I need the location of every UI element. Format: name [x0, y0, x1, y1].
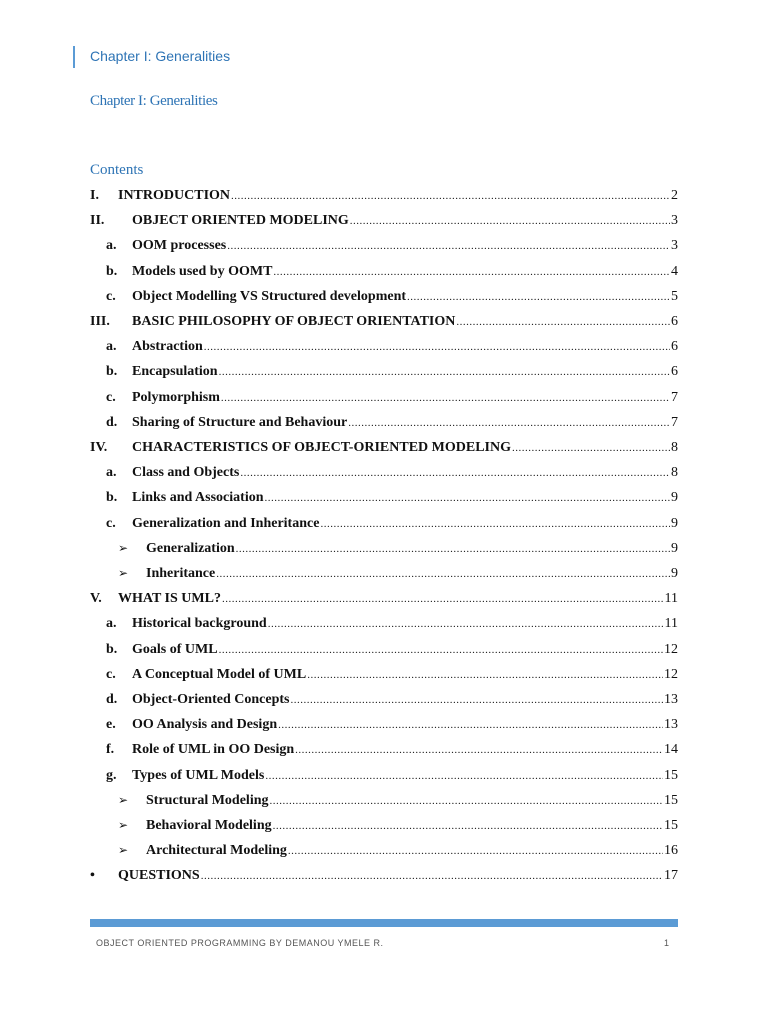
toc-entry[interactable]	[0, 738, 768, 763]
toc-entry-label: Generalization and Inheritance	[132, 515, 320, 531]
toc-entry-label: Goals of UML	[132, 641, 218, 657]
toc-dot-leader	[290, 694, 663, 706]
toc-dot-leader	[204, 341, 670, 353]
toc-dot-leader	[268, 618, 664, 630]
toc-entry-label: Architectural Modeling	[146, 843, 287, 859]
toc-entry[interactable]	[0, 612, 768, 637]
toc-entry-page: 13	[664, 692, 678, 707]
toc-entry-page: 6	[671, 364, 678, 380]
contents-heading: Contents	[90, 162, 144, 178]
toc-entry-number: II.	[90, 213, 105, 229]
toc-entry-page: 8	[671, 465, 678, 481]
toc-entry-number: b.	[106, 641, 118, 657]
toc-entry[interactable]	[0, 260, 768, 285]
toc-entry-number: d.	[106, 414, 118, 430]
toc-entry-label: Polymorphism	[132, 389, 220, 405]
toc-entry-page: 15	[664, 818, 678, 833]
toc-entry-number: ➢	[118, 843, 129, 858]
toc-entry-page: 9	[671, 566, 678, 581]
toc-entry-page: 8	[671, 440, 678, 455]
toc-entry[interactable]	[0, 184, 768, 209]
toc-entry[interactable]	[0, 461, 768, 486]
footer-text: OBJECT ORIENTED PROGRAMMING BY DEMANOU YMELE R.	[96, 938, 384, 948]
toc-dot-leader	[240, 467, 670, 479]
toc-entry-label: CHARACTERISTICS OF OBJECT-ORIENTED MODELING	[132, 440, 511, 455]
toc-entry-label: Inheritance	[146, 566, 216, 581]
toc-dot-leader	[265, 770, 663, 782]
toc-entry-page: 16	[664, 843, 678, 859]
toc-entry-label: Object Modelling VS Structured development	[132, 288, 407, 304]
toc-dot-leader	[231, 190, 670, 202]
toc-entry[interactable]	[0, 864, 768, 889]
toc-entry[interactable]	[0, 713, 768, 738]
toc-entry-number: e.	[106, 717, 116, 733]
toc-entry-page: 5	[671, 288, 678, 304]
toc-dot-leader	[265, 492, 671, 504]
toc-entry[interactable]	[0, 764, 768, 789]
toc-entry-number: b.	[106, 364, 118, 380]
toc-entry-number: V.	[90, 591, 102, 607]
toc-entry[interactable]	[0, 789, 768, 814]
page-title: Chapter I: Generalities	[90, 93, 218, 109]
toc-entry[interactable]	[0, 814, 768, 839]
toc-entry-label: QUESTIONS	[118, 868, 200, 884]
toc-entry-label: Behavioral Modeling	[146, 818, 272, 833]
toc-entry-page: 15	[664, 767, 678, 783]
toc-dot-leader	[307, 669, 663, 681]
toc-entry-page: 13	[664, 717, 678, 733]
toc-entry-label: Structural Modeling	[146, 792, 269, 808]
toc-entry-label: WHAT IS UML?	[118, 591, 221, 607]
toc-entry-page: 15	[664, 792, 678, 808]
toc-entry-page: 12	[664, 666, 678, 682]
toc-entry-number: f.	[106, 742, 115, 758]
toc-entry-page: 4	[671, 263, 678, 279]
toc-entry-number: ➢	[118, 566, 129, 580]
toc-entry[interactable]	[0, 234, 768, 259]
toc-entry-label: OBJECT ORIENTED MODELING	[132, 213, 349, 229]
header-accent-bar	[73, 46, 75, 68]
toc-entry-label: OO Analysis and Design	[132, 717, 278, 733]
toc-dot-leader	[278, 719, 663, 731]
toc-entry-page: 11	[664, 591, 678, 607]
toc-entry-number: ➢	[118, 540, 129, 555]
toc-entry-page: 17	[664, 868, 678, 884]
toc-dot-leader	[348, 417, 670, 429]
toc-entry-label: Encapsulation	[132, 364, 218, 380]
toc-entry-label: A Conceptual Model of UML	[132, 666, 307, 682]
toc-dot-leader	[221, 392, 670, 404]
toc-entry-page: 3	[671, 213, 678, 229]
toc-dot-leader	[456, 316, 670, 328]
toc-entry-page: 11	[664, 616, 678, 632]
toc-entry-number: III.	[90, 314, 110, 329]
toc-entry[interactable]	[0, 537, 768, 562]
toc-entry[interactable]	[0, 587, 768, 612]
toc-dot-leader	[512, 442, 670, 454]
toc-entry-label: Object-Oriented Concepts	[132, 692, 290, 707]
toc-entry-page: 9	[671, 515, 678, 531]
toc-entry-number: ➢	[118, 818, 129, 832]
toc-entry-number: a.	[106, 465, 117, 481]
toc-entry[interactable]	[0, 486, 768, 511]
toc-entry-label: Class and Objects	[132, 465, 240, 481]
toc-entry-page: 6	[671, 339, 678, 355]
toc-entry-number: IV.	[90, 440, 108, 455]
toc-entry-number: d.	[106, 692, 118, 707]
toc-entry-number: a.	[106, 339, 117, 355]
footer-accent-bar	[90, 919, 678, 927]
toc-dot-leader	[216, 568, 670, 580]
toc-dot-leader	[350, 215, 670, 227]
toc-entry-number: ➢	[118, 792, 129, 807]
toc-entry-number: a.	[106, 238, 117, 254]
toc-entry-number: b.	[106, 263, 118, 279]
toc-entry-number: a.	[106, 616, 117, 632]
toc-entry-label: Types of UML Models	[132, 767, 265, 783]
toc-dot-leader	[236, 543, 670, 555]
toc-dot-leader	[320, 518, 670, 530]
toc-entry-label: BASIC PHILOSOPHY OF OBJECT ORIENTATION	[132, 314, 456, 329]
footer-page-number: 1	[664, 938, 670, 948]
toc-entry-page: 6	[671, 314, 678, 329]
toc-dot-leader	[295, 744, 663, 756]
toc-entry[interactable]	[0, 839, 768, 864]
toc-entry[interactable]	[0, 360, 768, 385]
toc-dot-leader	[222, 593, 664, 605]
toc-entry-page: 2	[671, 188, 678, 203]
toc-entry[interactable]	[0, 512, 768, 537]
toc-entry-label: INTRODUCTION	[118, 188, 231, 203]
toc-entry-number: •	[90, 868, 95, 884]
toc-entry[interactable]	[0, 638, 768, 663]
toc-entry[interactable]	[0, 436, 768, 461]
toc-dot-leader	[288, 845, 663, 857]
toc-entry[interactable]	[0, 663, 768, 688]
toc-entry-label: Generalization	[146, 540, 235, 556]
toc-entry-label: Sharing of Structure and Behaviour	[132, 414, 348, 430]
toc-entry[interactable]	[0, 209, 768, 234]
toc-dot-leader	[273, 820, 663, 832]
toc-entry-label: Abstraction	[132, 339, 203, 355]
toc-entry-label: OOM processes	[132, 238, 227, 254]
toc-entry-number: c.	[106, 389, 116, 405]
toc-entry-number: c.	[106, 288, 116, 304]
toc-entry-page: 3	[671, 238, 678, 254]
toc-entry-label: Role of UML in OO Design	[132, 742, 295, 758]
toc-entry-page: 7	[671, 414, 678, 430]
toc-entry-number: g.	[106, 767, 117, 783]
toc-entry[interactable]	[0, 688, 768, 713]
toc-entry-label: Models used by OOMT	[132, 263, 273, 279]
toc-entry[interactable]	[0, 310, 768, 335]
toc-entry[interactable]	[0, 562, 768, 587]
toc-entry-number: b.	[106, 490, 118, 506]
toc-entry-number: c.	[106, 515, 116, 531]
toc-dot-leader	[201, 870, 663, 882]
toc-entry-label: Links and Association	[132, 490, 264, 506]
toc-dot-leader	[227, 240, 670, 252]
toc-entry[interactable]	[0, 411, 768, 436]
toc-entry-page: 9	[671, 490, 678, 506]
toc-dot-leader	[219, 366, 670, 378]
toc-entry-number: I.	[90, 188, 99, 203]
toc-entry-number: c.	[106, 666, 116, 682]
toc-entry[interactable]	[0, 285, 768, 310]
toc-entry-page: 7	[671, 389, 678, 405]
toc-dot-leader	[273, 266, 670, 278]
toc-entry-page: 12	[664, 641, 678, 657]
toc-dot-leader	[270, 795, 664, 807]
toc-entry-page: 9	[671, 540, 678, 556]
toc-entry[interactable]	[0, 386, 768, 411]
toc-dot-leader	[219, 644, 663, 656]
toc-entry-label: Historical background	[132, 616, 267, 632]
toc-entry[interactable]	[0, 335, 768, 360]
running-header: Chapter I: Generalities	[90, 48, 231, 64]
toc-entry-page: 14	[664, 742, 678, 758]
toc-dot-leader	[407, 291, 670, 303]
